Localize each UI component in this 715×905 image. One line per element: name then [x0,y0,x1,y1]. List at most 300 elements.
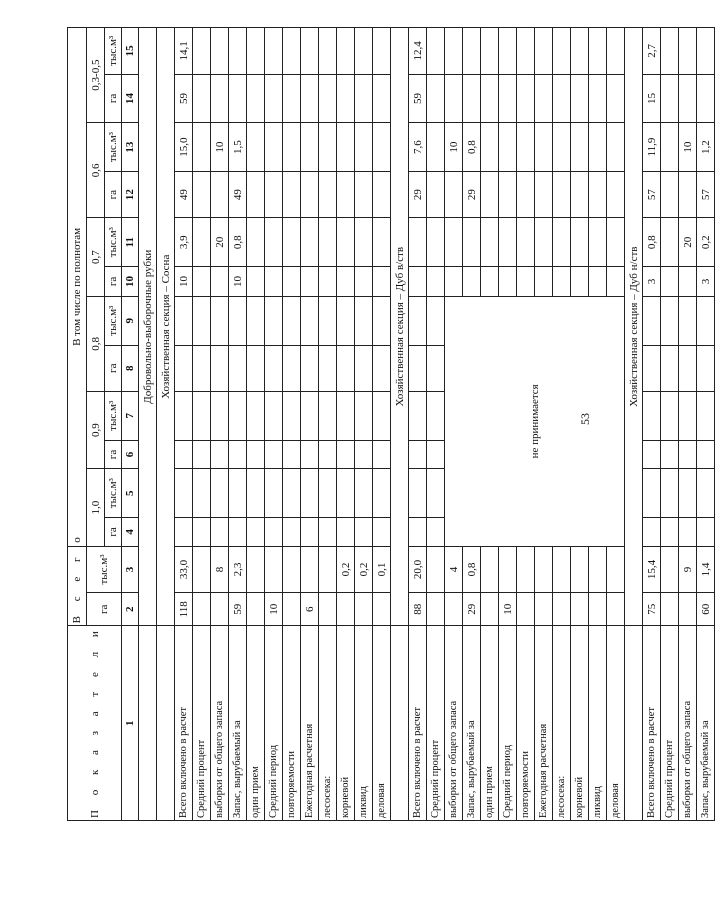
table-cell [679,345,697,391]
table-cell [355,518,373,547]
column-number: 4 [122,518,139,547]
table-cell [265,218,283,267]
table-cell [661,171,679,217]
table-cell [697,440,715,469]
table-cell [427,440,445,469]
ha-header: га [105,171,122,217]
table-cell [193,546,211,592]
table-cell [247,345,265,391]
table-cell [553,593,571,626]
table-cell: 1,5 [229,123,247,172]
table-cell [337,345,355,391]
table-cell: 8 [211,546,229,592]
table-cell [661,123,679,172]
table-cell [427,546,445,592]
table-cell [427,469,445,518]
table-cell [319,469,337,518]
table-cell [265,74,283,123]
table-cell [175,345,193,391]
table-cell: 88 [409,593,427,626]
table-cell [337,123,355,172]
table-cell [445,28,463,75]
table-cell [247,123,265,172]
table-cell [373,267,391,297]
table-cell [373,296,391,345]
table-cell [481,546,499,592]
table-row [337,28,355,821]
table-cell [211,593,229,626]
table-cell [589,267,607,297]
row-label: повторяемости [517,626,535,821]
table-cell: 10 [175,267,193,297]
table-cell [193,345,211,391]
table-cell: 0,2 [355,546,373,592]
table-cell [229,296,247,345]
table-cell [427,296,445,345]
row-label: выборки от общего запаса [211,626,229,821]
table-cell: 29 [463,171,481,217]
table-cell [409,218,427,267]
table-cell [175,469,193,518]
table-cell [301,469,319,518]
table-cell [319,345,337,391]
row-label: повторяемости [283,626,301,821]
table-cell [211,296,229,345]
table-cell [517,28,535,75]
table-cell [301,267,319,297]
table-cell: 2,7 [643,28,661,75]
table-row [373,28,391,821]
table-cell [319,391,337,440]
yield-table [67,27,715,821]
table-cell [679,593,697,626]
section-header-row [157,28,175,821]
table-cell [571,546,589,592]
table-cell [301,171,319,217]
table-cell [283,469,301,518]
table-cell [481,123,499,172]
table-cell [373,28,391,75]
table-cell [211,469,229,518]
table-cell [247,171,265,217]
table-cell [373,440,391,469]
table-cell [427,218,445,267]
table-cell: 20 [679,218,697,267]
note-not-accepted: не принимается [445,296,625,546]
table-cell [499,123,517,172]
table-cell: 33,0 [175,546,193,592]
table-cell [301,28,319,75]
table-cell [373,218,391,267]
table-row [679,28,697,821]
table-cell [427,345,445,391]
table-cell: 10 [265,593,283,626]
table-cell [265,28,283,75]
table-cell: 7,6 [409,123,427,172]
table-cell: 0,8 [643,218,661,267]
row-label: Средний процент [193,626,211,821]
row-label: ликвид [589,626,607,821]
table-cell [661,28,679,75]
table-cell [211,440,229,469]
table-cell [445,171,463,217]
table-cell: 0,8 [463,546,481,592]
table-cell [553,28,571,75]
table-cell [571,593,589,626]
table-cell: 10 [445,123,463,172]
table-cell [247,296,265,345]
table-cell [247,391,265,440]
table-cell: 15,4 [643,546,661,592]
table-cell [697,469,715,518]
table-row [427,28,445,821]
table-cell [481,74,499,123]
row-label: Всего включено в расчет [175,626,193,821]
table-cell [427,74,445,123]
table-cell [355,74,373,123]
table-cell [409,345,427,391]
table-cell [589,218,607,267]
table-cell [283,440,301,469]
table-cell: 49 [229,171,247,217]
table-cell [517,546,535,592]
table-cell [355,28,373,75]
column-number: 7 [122,391,139,440]
table-cell [589,74,607,123]
table-cell [517,218,535,267]
table-cell [211,267,229,297]
density-header: 1,0 [87,469,105,546]
table-cell [697,345,715,391]
vol-header: тыс.м³ [105,391,122,440]
table-cell [607,123,625,172]
table-cell [553,171,571,217]
table-cell: 10 [679,123,697,172]
table-cell [679,391,697,440]
table-cell [373,171,391,217]
table-cell [139,626,157,821]
table-cell [643,469,661,518]
table-cell [679,296,697,345]
table-cell [373,123,391,172]
column-number: 12 [122,171,139,217]
table-cell [301,218,319,267]
table-cell: 10 [211,123,229,172]
table-cell: 49 [175,171,193,217]
table-cell: 11,9 [643,123,661,172]
table-cell [427,28,445,75]
ha-header: га [105,518,122,547]
table-cell [607,171,625,217]
table-cell [283,267,301,297]
row-label: Запас, вырубаемый за [697,626,715,821]
table-cell: 57 [697,171,715,217]
table-cell [409,469,427,518]
table-cell: 15,0 [175,123,193,172]
table-cell [301,296,319,345]
table-cell [517,123,535,172]
table-cell [229,74,247,123]
table-cell [355,171,373,217]
total-ha-header: га [87,593,122,626]
table-cell [571,218,589,267]
table-cell [319,546,337,592]
table-cell [535,218,553,267]
density-group-header: В том числе по полнотам [68,28,87,547]
column-number: 8 [122,345,139,391]
table-cell [193,391,211,440]
table-cell [607,593,625,626]
table-cell [355,593,373,626]
row-label: ликвид [355,626,373,821]
table-cell [517,74,535,123]
table-cell [661,296,679,345]
table-cell [589,28,607,75]
table-cell [337,518,355,547]
table-cell [427,518,445,547]
table-cell: 75 [643,593,661,626]
row-label: Ежегодная расчетная [535,626,553,821]
vol-header: тыс.м³ [105,218,122,267]
table-cell [499,218,517,267]
table-cell [463,267,481,297]
vol-header: тыс.м³ [105,296,122,345]
table-cell [193,469,211,518]
table-cell [643,518,661,547]
table-cell [265,391,283,440]
vol-header: тыс.м³ [105,123,122,172]
total-header: В с е г о [68,546,87,626]
table-cell [661,267,679,297]
table-cell [229,440,247,469]
row-label: Средний период [499,626,517,821]
table-cell [679,469,697,518]
table-cell [481,171,499,217]
table-cell: 14,1 [175,28,193,75]
section-header-row [391,28,409,821]
row-label: Ежегодная расчетная [301,626,319,821]
table-cell: 3 [697,267,715,297]
column-number: 13 [122,123,139,172]
table-cell [661,391,679,440]
table-row [193,28,211,821]
row-label: Запас, вырубаемый за [229,626,247,821]
table-cell [481,267,499,297]
table-cell [355,345,373,391]
table-cell [535,267,553,297]
table-cell [409,518,427,547]
table-cell: 57 [643,171,661,217]
table-cell [193,74,211,123]
table-cell [337,171,355,217]
row-label: Всего включено в расчет [409,626,427,821]
table-cell [553,546,571,592]
table-cell [211,74,229,123]
table-cell [283,171,301,217]
table-cell [661,469,679,518]
table-cell [175,296,193,345]
table-cell [679,518,697,547]
table-cell [661,345,679,391]
table-cell [175,518,193,547]
vol-header: тыс.м³ [105,28,122,75]
column-number: 3 [122,546,139,592]
table-cell [319,171,337,217]
table-cell [499,171,517,217]
table-cell [337,218,355,267]
table-cell [535,74,553,123]
table-cell: 0,1 [373,546,391,592]
table-cell [283,518,301,547]
table-cell [409,440,427,469]
table-cell [517,267,535,297]
table-cell [535,171,553,217]
table-cell [283,296,301,345]
table-cell: 20 [211,218,229,267]
table-cell [301,440,319,469]
table-cell [607,28,625,75]
table-cell [553,74,571,123]
table-cell [337,593,355,626]
table-cell [157,626,175,821]
table-cell [193,440,211,469]
table-cell [355,469,373,518]
table-cell [391,626,409,821]
table-cell [427,123,445,172]
table-cell [301,546,319,592]
table-cell [481,218,499,267]
table-cell: 0,8 [463,123,481,172]
table-row [409,28,427,821]
table-cell [679,267,697,297]
table-cell [571,123,589,172]
table-cell [355,440,373,469]
column-number: 10 [122,267,139,297]
row-label: выборки от общего запаса [679,626,697,821]
table-cell [409,267,427,297]
table-cell [355,391,373,440]
table-cell [247,218,265,267]
table-cell [229,28,247,75]
section-title: Хозяйственная секция – Сосна [157,28,175,626]
table-cell [445,267,463,297]
table-cell [319,296,337,345]
table-cell [283,74,301,123]
table-cell [499,546,517,592]
table-cell [535,28,553,75]
column-number: 11 [122,218,139,267]
table-cell [265,546,283,592]
table-row [283,28,301,821]
table-cell [427,267,445,297]
table-cell: 6 [301,593,319,626]
table-cell [337,296,355,345]
table-cell [427,391,445,440]
table-cell [247,440,265,469]
table-cell [517,593,535,626]
table-row [211,28,229,821]
column-number: 14 [122,74,139,123]
table-cell: 15 [643,74,661,123]
table-cell [499,28,517,75]
table-cell [643,440,661,469]
table-cell [229,345,247,391]
column-number: 2 [122,593,139,626]
table-cell [265,518,283,547]
table-cell [211,345,229,391]
row-label: один прием [481,626,499,821]
table-cell [193,218,211,267]
table-cell [445,74,463,123]
column-number: 5 [122,469,139,518]
density-header: 0,6 [87,123,105,218]
table-cell [409,296,427,345]
table-cell [607,218,625,267]
table-cell [571,171,589,217]
table-cell [319,123,337,172]
row-label: Всего включено в расчет [643,626,661,821]
table-cell: 3 [643,267,661,297]
table-cell [463,218,481,267]
table-cell [589,593,607,626]
table-cell [319,74,337,123]
table-cell [373,469,391,518]
table-cell [697,391,715,440]
table-cell [193,296,211,345]
table-cell [247,28,265,75]
table-cell [643,296,661,345]
table-cell [211,391,229,440]
table-cell: 59 [229,593,247,626]
table-cell [283,345,301,391]
section-header-row [625,28,643,821]
table-row [661,28,679,821]
density-header: 0,9 [87,391,105,468]
table-cell [211,28,229,75]
table-cell: 9 [679,546,697,592]
table-cell [265,345,283,391]
table-cell [661,440,679,469]
table-cell [283,123,301,172]
table-cell [301,345,319,391]
density-header: 0,3-0,5 [87,28,105,123]
section-title: Хозяйственная секция – Дуб н/ств [625,28,643,626]
table-cell [337,28,355,75]
ha-header: га [105,345,122,391]
row-label: Средний процент [661,626,679,821]
table-cell [373,74,391,123]
table-cell [643,391,661,440]
table-cell [319,28,337,75]
table-cell: 0,2 [337,546,355,592]
table-cell [679,440,697,469]
column-number: 1 [122,626,139,821]
vol-header: тыс.м³ [105,469,122,518]
table-cell [373,391,391,440]
table-cell [247,593,265,626]
table-cell [193,28,211,75]
table-cell [607,74,625,123]
table-row [319,28,337,821]
table-cell [679,171,697,217]
table-cell [535,593,553,626]
table-cell [265,296,283,345]
table-cell [409,391,427,440]
table-cell [193,267,211,297]
column-number-row [122,28,139,821]
table-cell [373,518,391,547]
table-cell [265,267,283,297]
